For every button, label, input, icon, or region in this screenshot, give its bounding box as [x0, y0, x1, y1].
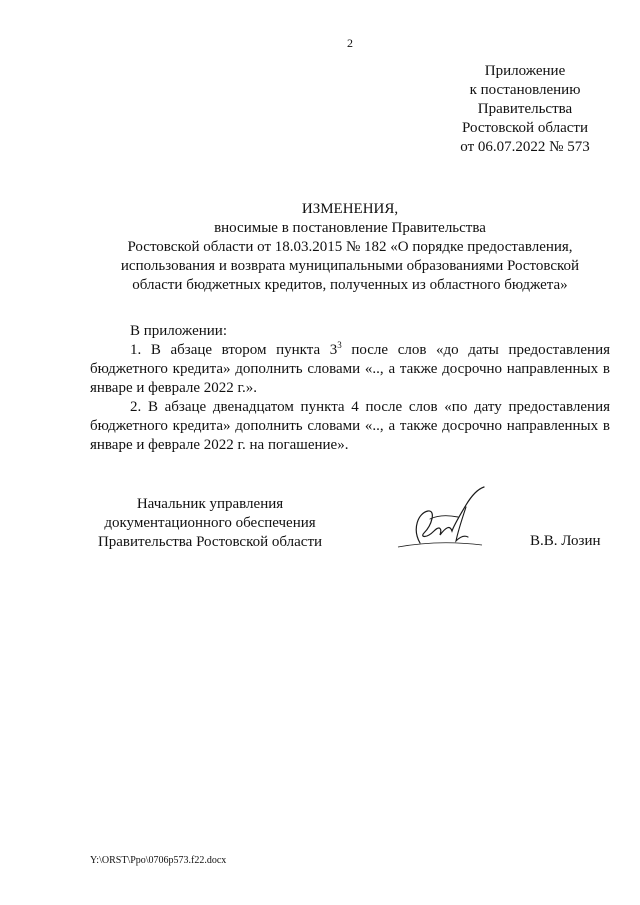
signer-position [85, 495, 335, 552]
signer-name: В.В. Лозин [530, 533, 601, 549]
signer-line: Начальник управления [136, 496, 284, 512]
amendment-item-1 [90, 341, 610, 398]
appendix-block [420, 62, 630, 157]
item1-text-after: после слов «до даты предоставления бюджетного кредита» дополнить словами «.., а также досрочно направленных в январе и феврале 2022 г.». [90, 342, 610, 396]
document-body [90, 322, 610, 455]
item1-superscript: 3 [337, 340, 342, 350]
file-path: Y:\ORST\Ppo\0706p573.f22.docx [90, 855, 227, 866]
title-line: области бюджетных кредитов, полученных из областного бюджета» [132, 277, 568, 293]
title-heading: ИЗМЕНЕНИЯ, [301, 201, 399, 217]
body-intro: В приложении: [130, 323, 227, 339]
appendix-line: Ростовской области [462, 120, 588, 136]
appendix-line: Приложение [484, 63, 566, 79]
item1-text-before: 1. В абзаце втором пункта 3 [130, 342, 338, 358]
title-line: вносимые в постановление Правительства [214, 220, 486, 236]
signer-line: Правительства Ростовской области [97, 534, 323, 550]
document-title [80, 200, 620, 295]
title-line: Ростовской области от 18.03.2015 № 182 «О порядке предоставления, [127, 239, 573, 255]
appendix-line: к постановлению [469, 82, 581, 98]
title-line: использования и возврата муниципальными образованиями Ростовской [120, 258, 580, 274]
handwritten-signature [390, 485, 500, 555]
amendment-item-2: 2. В абзаце двенадцатом пункта 4 после слов «по дату предоставления бюджетного кредита» дополнить словами «.., а также досрочно направленных в январе и феврале 2022 г. на погашение». [90, 399, 610, 453]
signer-line: документационного обеспечения [104, 515, 316, 531]
appendix-line: от 06.07.2022 № 573 [460, 139, 590, 155]
page-number: 2 [347, 36, 353, 50]
appendix-line: Правительства [477, 101, 573, 117]
